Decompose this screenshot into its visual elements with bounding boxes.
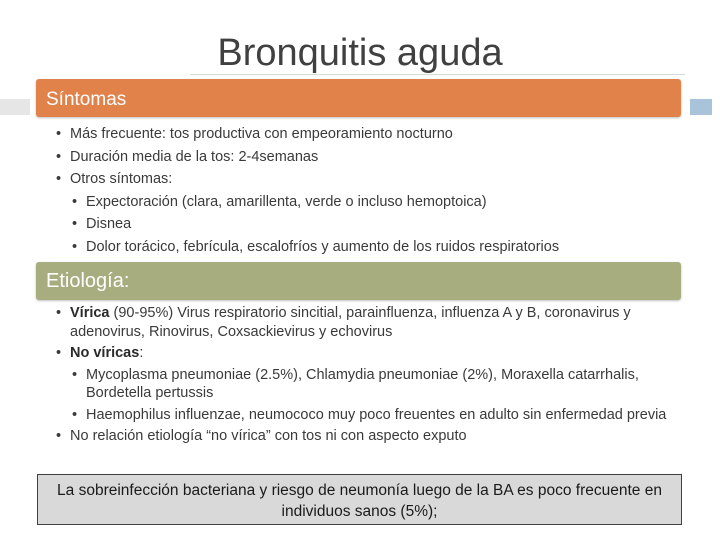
list-item: • No relación etiología “no vírica” con tos ni con aspecto exputo: [56, 427, 676, 446]
left-accent-bar: [0, 99, 30, 115]
etiologia-header: Etiología:: [36, 262, 681, 300]
slide-title: Bronquitis aguda: [217, 32, 503, 74]
list-item: [56, 344, 676, 363]
list-item: • Duración media de la tos: 2-4semanas: [56, 146, 676, 169]
list-item: • Haemophilus influenzae, neumococo muy poco freuentes en adulto sin enfermedad previa: [72, 406, 676, 425]
virica-label: Vírica: [70, 305, 110, 321]
virica-text: (90-95%) Virus respiratorio sincitial, parainfluenza, influenza A y B, coronavirus y adenovirus, Rinovirus, Coxsackievirus y echovirus: [70, 305, 631, 340]
list-item: • Expectoración (clara, amarillenta, verde o incluso hemoptoica): [72, 191, 676, 214]
sintomas-header: Síntomas: [36, 79, 681, 117]
list-item: • Disnea: [72, 213, 676, 236]
list-item: • Mycoplasma pneumoniae (2.5%), Chlamydia pneumoniae (2%), Moraxella catarrhalis, Bordetella pertussis: [72, 366, 676, 403]
no-virica-suffix: :: [139, 345, 144, 361]
sintomas-list: [56, 123, 676, 258]
title-divider: [190, 74, 685, 75]
etiologia-list: [56, 304, 676, 449]
list-item: • Otros síntomas:: [56, 168, 676, 191]
list-item: [56, 304, 676, 341]
callout-box: La sobreinfección bacteriana y riesgo de neumonía luego de la BA es poco frecuente en individuos sanos (5%);: [37, 474, 682, 525]
no-virica-label: No víricas: [70, 345, 140, 361]
right-accent-bar: [690, 99, 712, 115]
list-item: • Dolor torácico, febrícula, escalofríos y aumento de los ruidos respiratorios: [72, 236, 676, 259]
list-item: • Más frecuente: tos productiva con empeoramiento nocturno: [56, 123, 676, 146]
